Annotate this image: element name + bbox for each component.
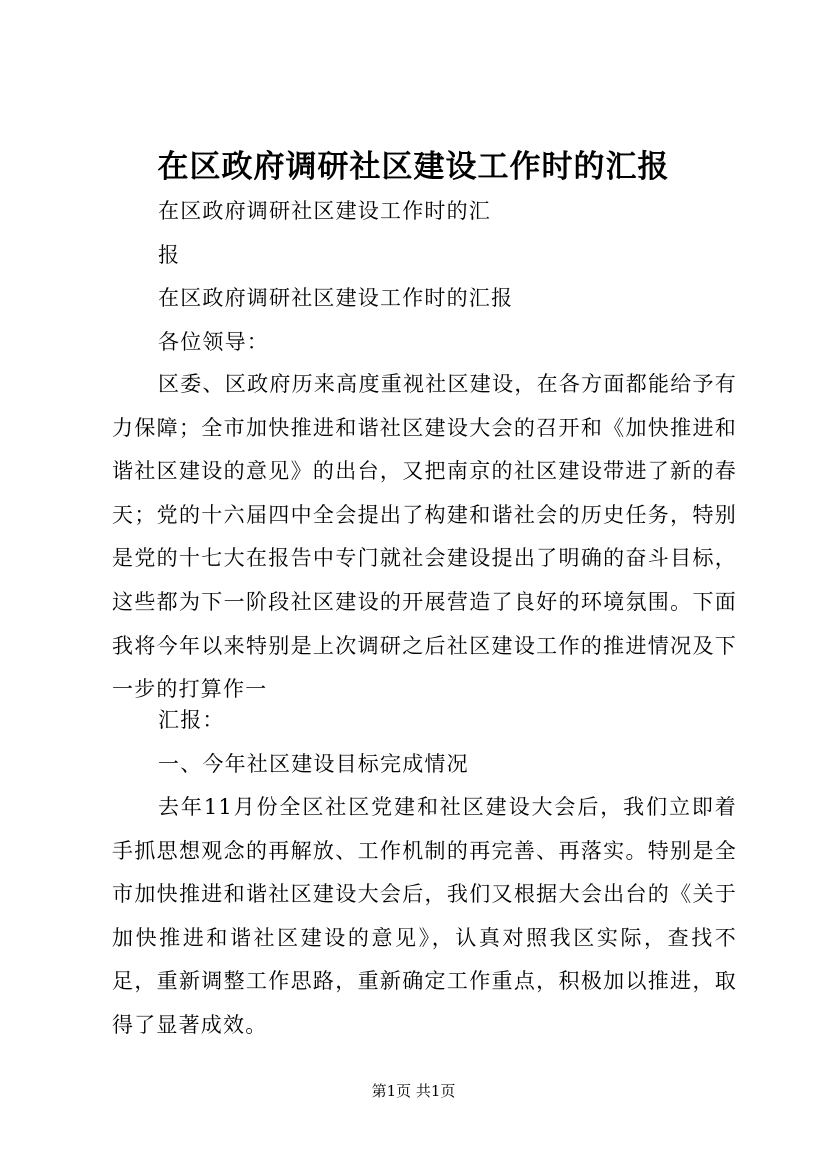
subtitle-line-1: 在区政府调研社区建设工作时的汇 xyxy=(158,199,491,223)
salutation: 各位领导： xyxy=(158,330,269,354)
paragraph-2: 去年11月份全区社区党建和社区建设大会后，我们立即着手抓思想观念的再解放、工作机制的再完善、再落实。特别是全市加快推进和谐社区建设大会后，我们又根据大会出台的《关于加快推进和谐社区建设的意见》，认真对照我区实际，查找不足，重新调整工作思路，重新确定工作重点，积极加以推进，取得了显著成效。 xyxy=(112,795,737,1037)
report-label: 汇报： xyxy=(158,708,225,732)
section-1-heading: 一、今年社区建设目标完成情况 xyxy=(158,752,469,776)
document-title: 在区政府调研社区建设工作时的汇报 xyxy=(157,149,670,185)
page-footer: 第1页 共1页 xyxy=(371,1082,456,1100)
heading-repeat: 在区政府调研社区建设工作时的汇报 xyxy=(158,286,514,310)
paragraph-1: 区委、区政府历来高度重视社区建设，在各方面都能给予有力保障；全市加快推进和谐社区建设大会的召开和《加快推进和谐社区建设的意见》的出台，又把南京的社区建设带进了新的春天；党的十六届四中全会提出了构建和谐社会的历史任务，特别是党的十七大在报告中专门就社会建设提出了明确的奋斗目标，这些都为下一阶段社区建设的开展营造了良好的环境氛围。下面我将今年以来特别是上次调研之后社区建设工作的推进情况及下一步的打算作一 xyxy=(112,372,737,702)
subtitle-line-2: 报 xyxy=(158,243,181,267)
